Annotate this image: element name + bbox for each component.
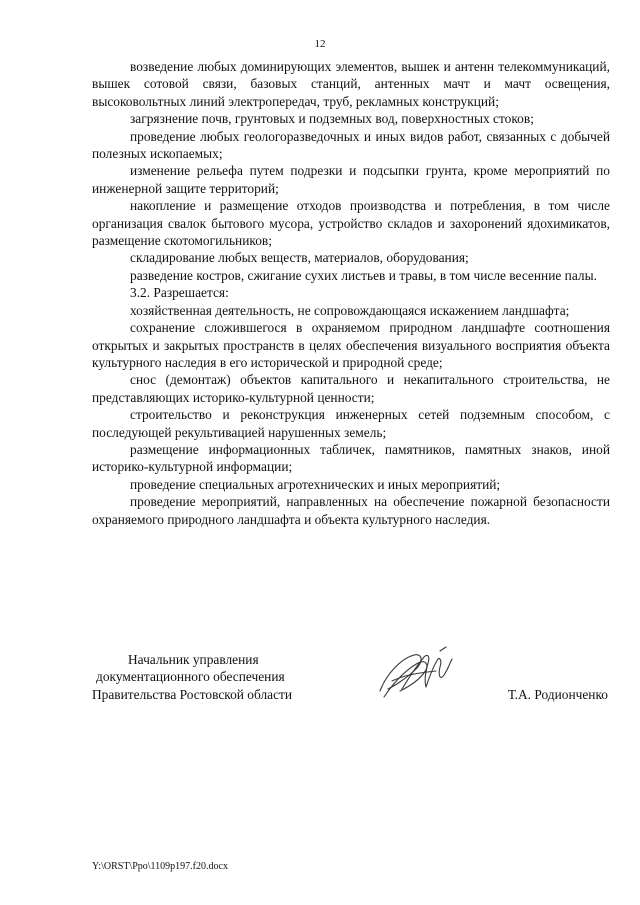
signatory-title-line: документационного обеспечения bbox=[96, 669, 285, 685]
signer-name: Т.А. Родионченко bbox=[507, 687, 608, 702]
paragraph: снос (демонтаж) объектов капитального и некапитального строительства, не представляющих историко-культурной ценности; bbox=[92, 372, 610, 405]
body-text bbox=[92, 58, 610, 528]
signature-block bbox=[92, 651, 612, 711]
page-number: 12 bbox=[314, 38, 326, 50]
paragraph: проведение любых геологоразведочных и иных видов работ, связанных с добычей полезных ископаемых; bbox=[92, 128, 610, 162]
signatory-title-line: Правительства Ростовской области bbox=[92, 686, 293, 702]
paragraph: сохранение сложившегося в охраняемом природном ландшафте соотношения открытых и закрытых пространств в целях обеспечения визуального восприятия объекта культурного наследия в его исторической и природной среде; bbox=[92, 320, 610, 370]
paragraph: изменение рельефа путем подрезки и подсыпки грунта, кроме мероприятий по инженерной защите территорий; bbox=[92, 163, 610, 196]
paragraph: размещение информационных табличек, памятников, памятных знаков, иной историко-культурной информации; bbox=[92, 441, 610, 475]
paragraph: проведение специальных агротехнических и иных мероприятий; bbox=[130, 476, 501, 492]
paragraph: складирование любых веществ, материалов, оборудования; bbox=[130, 250, 469, 266]
section-heading: 3.2. Разрешается: bbox=[130, 285, 229, 301]
paragraph: хозяйственная деятельность, не сопровождающаяся искажением ландшафта; bbox=[130, 302, 570, 318]
handwritten-signature-icon bbox=[374, 645, 456, 703]
paragraph: загрязнение почв, грунтовых и подземных вод, поверхностных стоков; bbox=[130, 111, 534, 127]
paragraph: разведение костров, сжигание сухих листьев и травы, в том числе весенние палы. bbox=[130, 267, 597, 283]
paragraph: проведение мероприятий, направленных на обеспечение пожарной безопасности охраняемого природного ландшафта и объекта культурного наследия. bbox=[92, 494, 610, 527]
signatory-title-line: Начальник управления bbox=[128, 652, 259, 667]
file-path: Y:\ORST\Ppo\1109p197.f20.docx bbox=[92, 861, 228, 872]
paragraph: накопление и размещение отходов производства и потребления, в том числе организация свалок бытового мусора, устройство складов и захоронений ядохимикатов, размещение скотомогильников; bbox=[92, 198, 610, 249]
paragraph: строительство и реконструкция инженерных сетей подземным способом, с последующей рекультивацией нарушенных земель; bbox=[92, 407, 610, 440]
paragraph: возведение любых доминирующих элементов, вышек и антенн телекоммуникаций, вышек сотовой связи, базовых станций, антенных мачт и мачт освещения, высоковольтных линий электропередач, труб, рекламных конструкций; bbox=[92, 59, 610, 109]
